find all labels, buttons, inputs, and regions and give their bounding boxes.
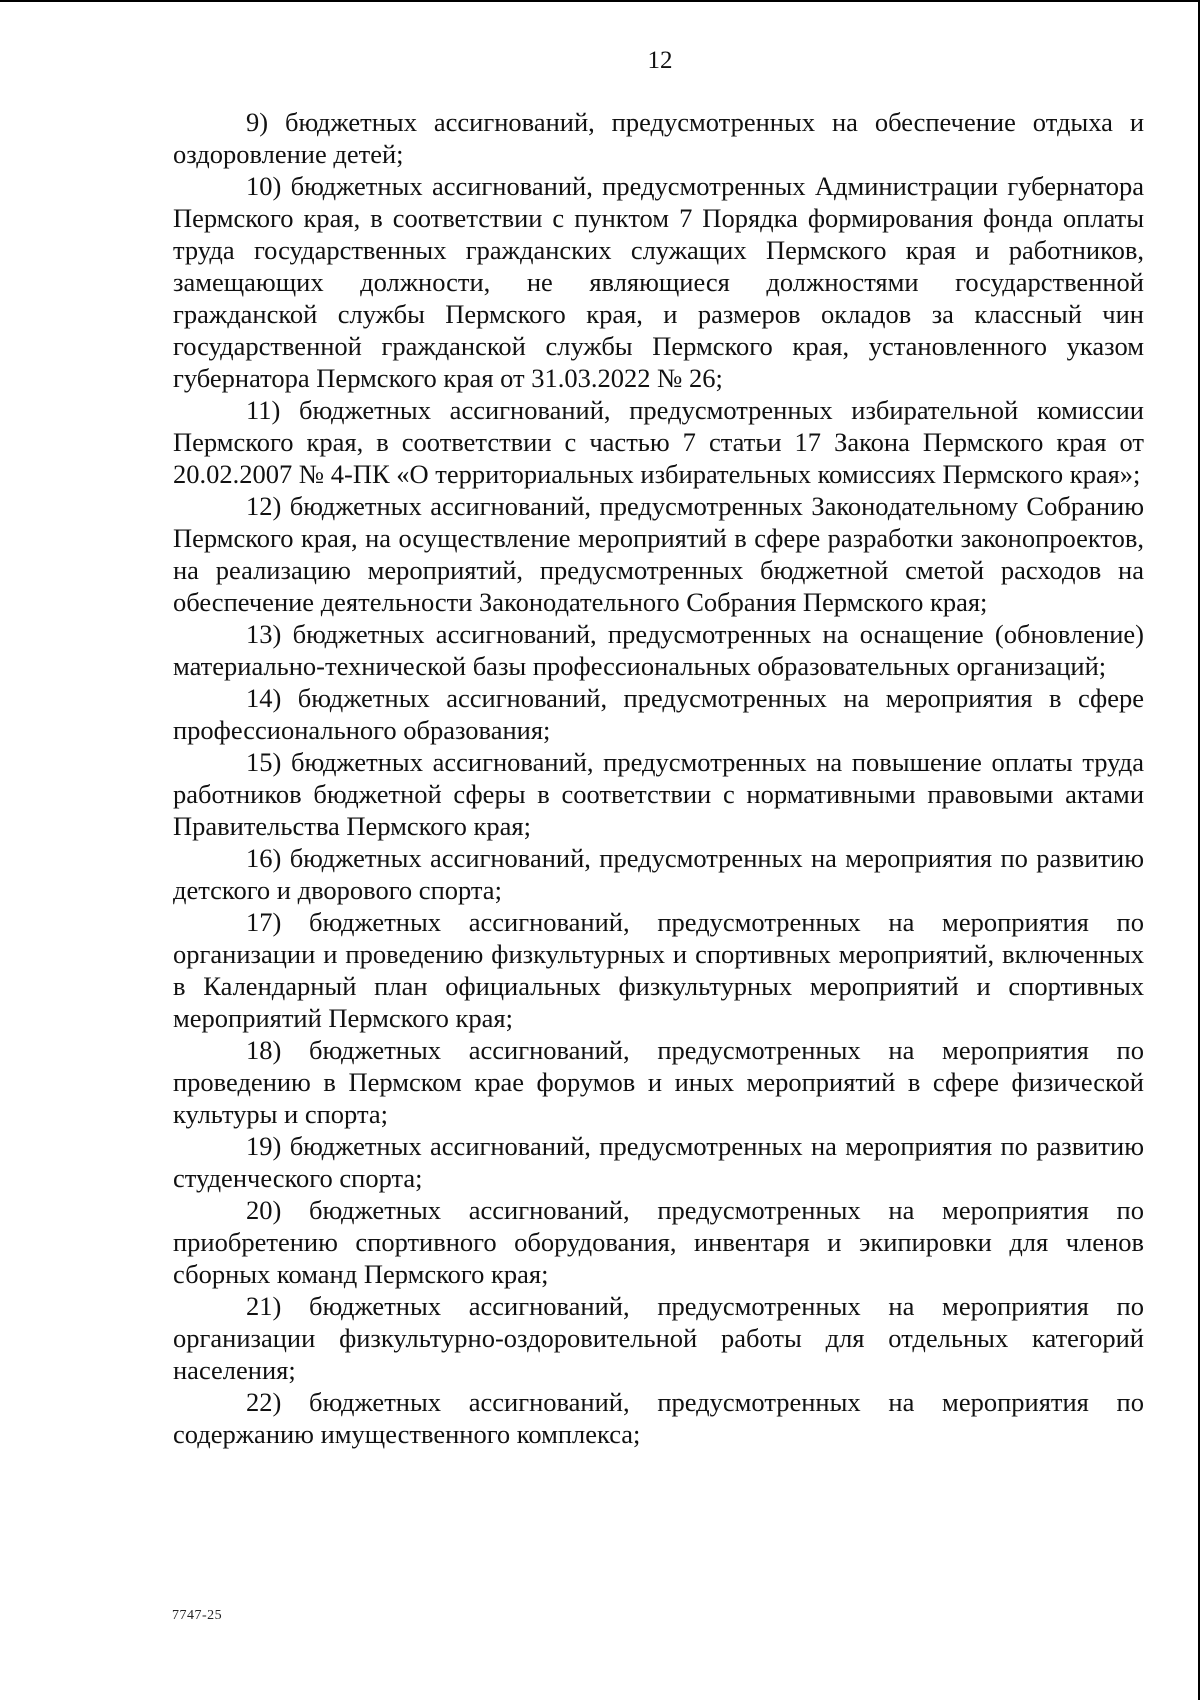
list-item-22: 22) бюджетных ассигнований, предусмотренных на мероприятия по содержанию имущественного комплекса;: [173, 1387, 1144, 1449]
list-item-13: 13) бюджетных ассигнований, предусмотренных на оснащение (обновление) материально-технической базы профессиональных образовательных организаций;: [173, 619, 1144, 681]
list-item-15: 15) бюджетных ассигнований, предусмотренных на повышение оплаты труда работников бюджетной сферы в соответствии с нормативными правовыми актами Правительства Пермского края;: [173, 747, 1144, 841]
list-item-9: 9) бюджетных ассигнований, предусмотренных на обеспечение отдыха и оздоровление детей;: [173, 107, 1144, 169]
list-item-19: 19) бюджетных ассигнований, предусмотренных на мероприятия по развитию студенческого спорта;: [173, 1131, 1144, 1193]
document-code: 7747-25: [172, 1608, 223, 1623]
list-item-20: 20) бюджетных ассигнований, предусмотренных на мероприятия по приобретению спортивного оборудования, инвентаря и экипировки для членов сборных команд Пермского края;: [173, 1195, 1144, 1289]
list-item-21: 21) бюджетных ассигнований, предусмотренных на мероприятия по организации физкультурно-оздоровительной работы для отдельных категорий населения;: [173, 1291, 1144, 1385]
list-item-16: 16) бюджетных ассигнований, предусмотренных на мероприятия по развитию детского и дворового спорта;: [173, 843, 1144, 905]
page-number: 12: [647, 47, 673, 74]
list-item-11: 11) бюджетных ассигнований, предусмотренных избирательной комиссии Пермского края, в соответствии с частью 7 статьи 17 Закона Пермского края от 20.02.2007 № 4-ПК «О территориальных избирательных комиссиях Пермского края»;: [173, 395, 1144, 489]
list-item-18: 18) бюджетных ассигнований, предусмотренных на мероприятия по проведению в Пермском крае форумов и иных мероприятий в сфере физической культуры и спорта;: [173, 1035, 1144, 1129]
list-item-12: 12) бюджетных ассигнований, предусмотренных Законодательному Собранию Пермского края, на осуществление мероприятий в сфере разработки законопроектов, на реализацию мероприятий, предусмотренных бюджетной сметой расходов на обеспечение деятельности Законодательного Собрания Пермского края;: [173, 491, 1144, 617]
list-item-14: 14) бюджетных ассигнований, предусмотренных на мероприятия в сфере профессионального образования;: [173, 683, 1144, 745]
document-body: [173, 106, 1144, 1450]
list-item-17: 17) бюджетных ассигнований, предусмотренных на мероприятия по организации и проведению физкультурных и спортивных мероприятий, включенных в Календарный план официальных физкультурных мероприятий и спортивных мероприятий Пермского края;: [173, 907, 1144, 1033]
list-item-10: 10) бюджетных ассигнований, предусмотренных Администрации губернатора Пермского края, в соответствии с пунктом 7 Порядка формирования фонда оплаты труда государственных гражданских служащих Пермского края и работников, замещающих должности, не являющиеся должностями государственной гражданской службы Пермского края, и размеров окладов за классный чин государственной гражданской службы Пермского края, установленного указом губернатора Пермского края от 31.03.2022 № 26;: [173, 171, 1144, 393]
